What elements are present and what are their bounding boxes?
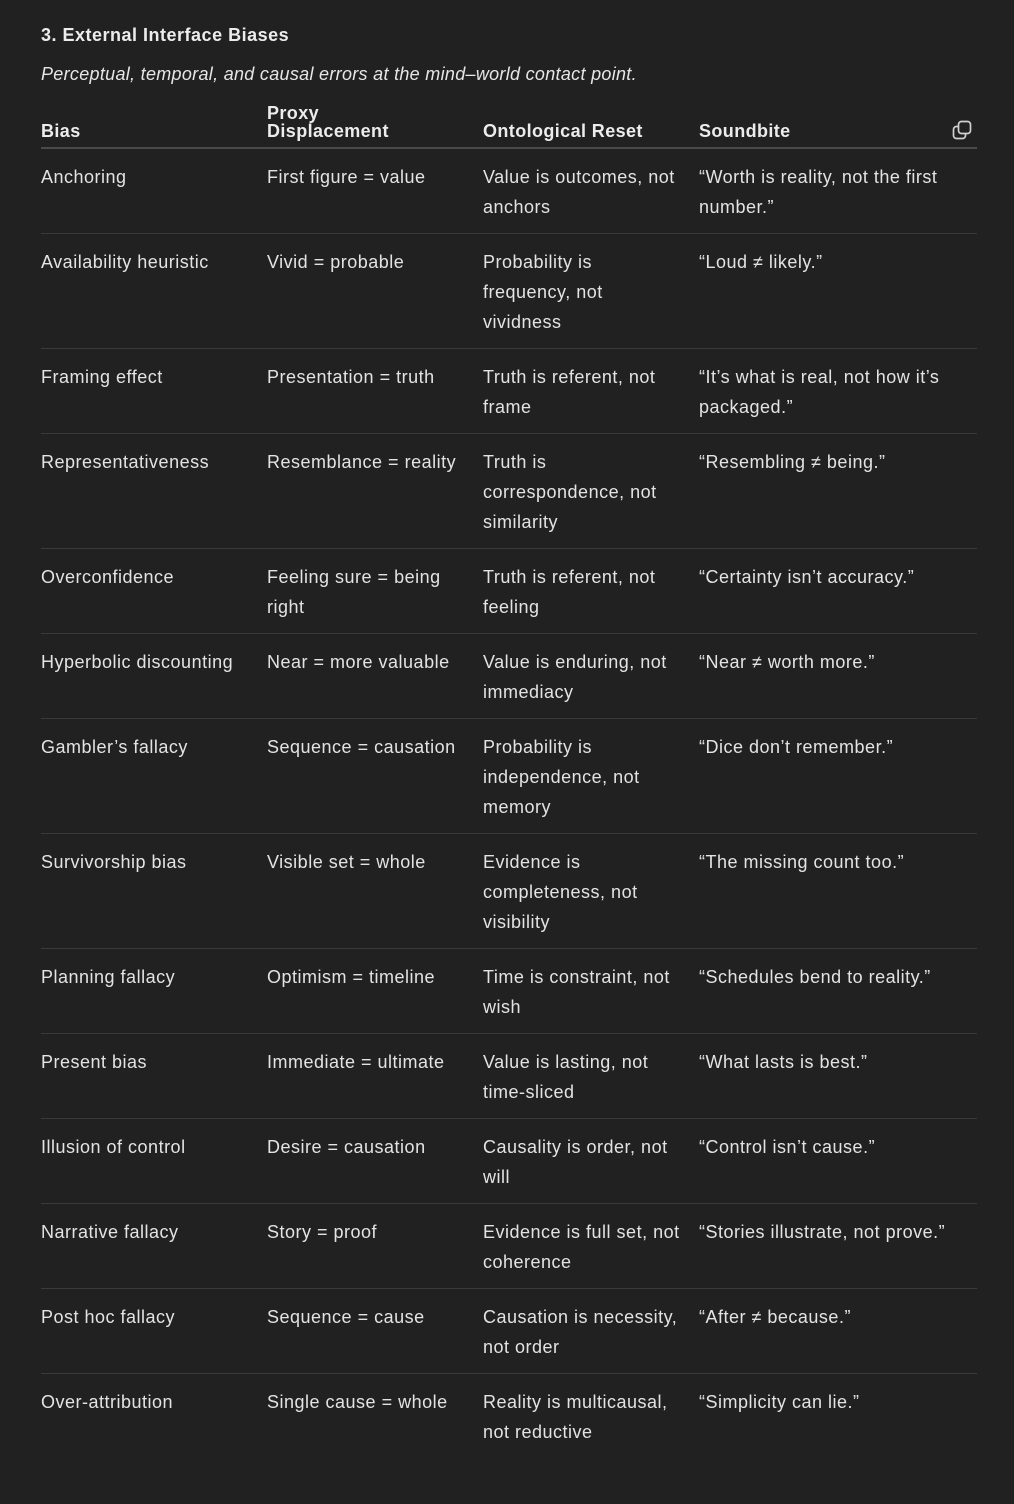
cell-bias: Framing effect [41, 349, 267, 434]
copy-icon [951, 119, 973, 141]
cell-reset: Causation is necessity, not order [483, 1289, 699, 1374]
bias-table [41, 100, 977, 1458]
table-row [41, 834, 977, 949]
cell-proxy: Feeling sure = being right [267, 549, 483, 634]
cell-soundbite: “Worth is reality, not the first number.” [699, 148, 977, 234]
table-row [41, 1374, 977, 1459]
cell-soundbite: “Resembling ≠ being.” [699, 434, 977, 549]
header-soundbite: Soundbite [699, 100, 977, 148]
cell-proxy: Near = more valuable [267, 634, 483, 719]
cell-proxy: Presentation = truth [267, 349, 483, 434]
cell-proxy: Visible set = whole [267, 834, 483, 949]
table-row [41, 1034, 977, 1119]
cell-reset: Value is outcomes, not anchors [483, 148, 699, 234]
cell-proxy: Immediate = ultimate [267, 1034, 483, 1119]
cell-proxy: Story = proof [267, 1204, 483, 1289]
copy-table-button[interactable] [951, 119, 973, 141]
table-body [41, 148, 977, 1458]
cell-bias: Planning fallacy [41, 949, 267, 1034]
header-ontological-reset: Ontological Reset [483, 100, 699, 148]
table-row [41, 234, 977, 349]
cell-bias: Survivorship bias [41, 834, 267, 949]
cell-soundbite: “Certainty isn’t accuracy.” [699, 549, 977, 634]
header-proxy-line2: Displacement [267, 121, 389, 141]
cell-bias: Over-attribution [41, 1392, 174, 1412]
cell-soundbite: “Control isn’t cause.” [699, 1119, 977, 1204]
header-proxy-line1: Proxy [267, 103, 320, 123]
bias-table-container [41, 100, 977, 1458]
cell-soundbite: “Dice don’t remember.” [699, 719, 977, 834]
table-header-row [41, 100, 977, 148]
cell-bias: Representativeness [41, 434, 267, 549]
cell-bias: Overconfidence [41, 549, 267, 634]
table-row [41, 148, 977, 234]
section-subtitle: Perceptual, temporal, and causal errors at the mind–world contact point. [41, 64, 637, 84]
cell-soundbite: “Near ≠ worth more.” [699, 634, 977, 719]
cell-bias: Present bias [41, 1034, 267, 1119]
cell-reset: Probability is independence, not memory [483, 719, 699, 834]
cell-bias: Post hoc fallacy [41, 1289, 267, 1374]
cell-reset: Truth is referent, not feeling [483, 549, 699, 634]
cell-reset: Evidence is completeness, not visibility [483, 834, 699, 949]
cell-reset: Truth is referent, not frame [483, 349, 699, 434]
table-row [41, 349, 977, 434]
cell-reset: Probability is frequency, not vividness [483, 234, 699, 349]
cell-bias: Illusion of control [41, 1119, 267, 1204]
cell-bias: Anchoring [41, 148, 267, 234]
cell-proxy: First figure = value [267, 148, 483, 234]
cell-proxy: Sequence = causation [267, 719, 483, 834]
table-row [41, 949, 977, 1034]
cell-soundbite: “It’s what is real, not how it’s packaged.” [699, 349, 977, 434]
cell-bias: Narrative fallacy [41, 1204, 267, 1289]
cell-bias: Hyperbolic discounting [41, 634, 267, 719]
table-row [41, 1119, 977, 1204]
cell-soundbite: “Simplicity can lie.” [699, 1392, 860, 1412]
header-proxy-displacement [267, 100, 483, 148]
cell-soundbite: “Loud ≠ likely.” [699, 234, 977, 349]
cell-proxy: Desire = causation [267, 1119, 483, 1204]
table-row [41, 634, 977, 719]
table-row [41, 719, 977, 834]
header-bias: Bias [41, 100, 267, 148]
cell-reset: Truth is correspondence, not similarity [483, 434, 699, 549]
cell-proxy: Sequence = cause [267, 1289, 483, 1374]
cell-soundbite: “The missing count too.” [699, 834, 977, 949]
cell-reset: Value is lasting, not time-sliced [483, 1034, 699, 1119]
cell-proxy: Optimism = timeline [267, 949, 483, 1034]
table-row [41, 434, 977, 549]
cell-proxy: Vivid = probable [267, 234, 483, 349]
table-row [41, 549, 977, 634]
cell-soundbite: “Schedules bend to reality.” [699, 949, 977, 1034]
section-title: 3. External Interface Biases [41, 25, 290, 45]
cell-soundbite: “What lasts is best.” [699, 1034, 977, 1119]
cell-soundbite: “Stories illustrate, not prove.” [699, 1204, 977, 1289]
cell-reset: Evidence is full set, not coherence [483, 1204, 699, 1289]
cell-bias: Availability heuristic [41, 234, 267, 349]
cell-soundbite: “After ≠ because.” [699, 1289, 977, 1374]
cell-reset: Reality is multicausal, not reductive [483, 1392, 668, 1442]
cell-proxy: Resemblance = reality [267, 434, 483, 549]
table-row [41, 1204, 977, 1289]
table-row [41, 1289, 977, 1374]
cell-proxy: Single cause = whole [267, 1392, 448, 1412]
cell-reset: Causality is order, not will [483, 1119, 699, 1204]
cell-reset: Time is constraint, not wish [483, 949, 699, 1034]
cell-bias: Gambler’s fallacy [41, 719, 267, 834]
cell-reset: Value is enduring, not immediacy [483, 634, 699, 719]
